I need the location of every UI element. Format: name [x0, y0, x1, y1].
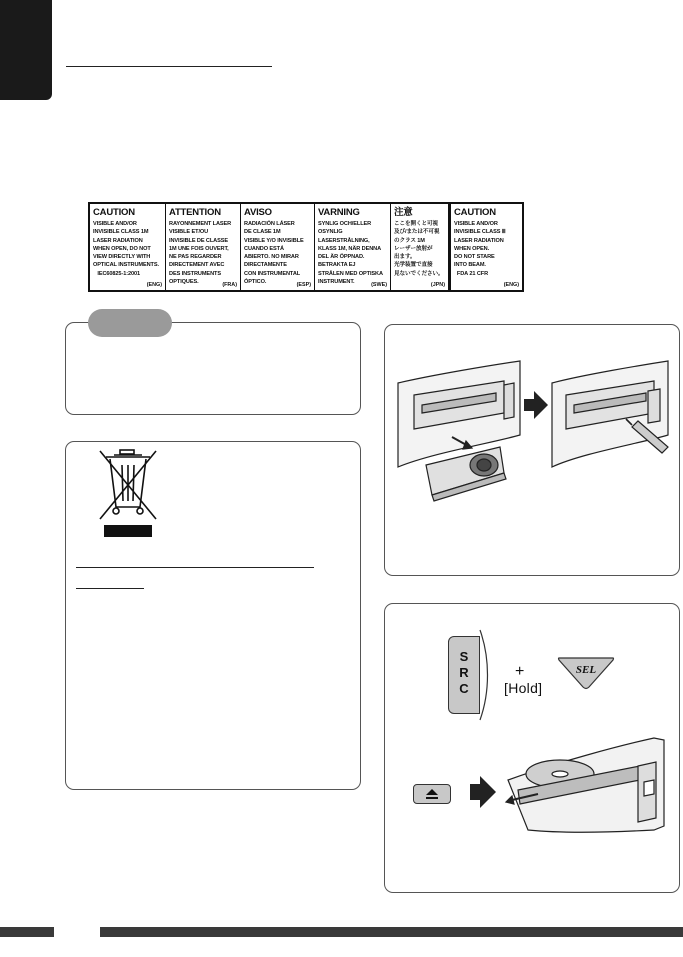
panel-edge-curve	[478, 628, 492, 722]
disc-eject-illustration	[468, 722, 668, 842]
label-body: SYNLIG OCH/ELLER OSYNLIG LASERSTRÅLNING, KLASS 1M, NÄR DENNA DEL ÄR ÖPPNAD. BETRAKTA EJ STRÅLEN MED OPTISKA INSTRUMENT.	[318, 221, 383, 286]
label-body: VISIBLE AND/OR INVISIBLE CLASS Ⅲ LASER RADIATION WHEN OPEN. DO NOT STARE INTO BEAM. FDA 21 CFR	[454, 221, 506, 277]
crossed-bin-icon	[92, 447, 164, 541]
laser-warning-label	[88, 202, 524, 292]
label-lang-code: (JPN)	[430, 282, 445, 288]
label-heading: VARNING	[318, 207, 360, 218]
label-lang-code: (ENG)	[503, 282, 519, 288]
label-lang-code: (ENG)	[146, 282, 162, 288]
eject-button[interactable]	[413, 784, 451, 804]
src-button[interactable]	[448, 636, 480, 714]
eject-icon	[414, 785, 450, 803]
src-letter-r: R	[459, 665, 469, 680]
label-body: RAYONNEMENT LASER VISIBLE ET/OU INVISIBLE DE CLASSE 1M UNE FOIS OUVERT, NE PAS REGARDER DIRECTEMENT AVEC DES INSTRUMENTS OPTIQUES.	[169, 221, 232, 286]
label-heading: CAUTION	[93, 207, 135, 218]
disposal-heading-rule	[76, 567, 314, 568]
sel-label: SEL	[575, 664, 597, 676]
label-lang-code: (FRA)	[222, 282, 237, 288]
hold-label: [Hold]	[504, 680, 543, 696]
label-column-eng	[90, 204, 166, 290]
section-title-rule	[66, 66, 272, 67]
label-heading: CAUTION	[454, 207, 496, 218]
label-body: VISIBLE AND/OR INVISIBLE CLASS 1M LASER RADIATION WHEN OPEN, DO NOT VIEW DIRECTLY WITH OPTICAL INSTRUMENTS. IEC60825-1:2001	[93, 221, 159, 277]
language-tab	[0, 0, 52, 100]
label-heading: AVISO	[244, 207, 272, 218]
label-lang-code: (ESP)	[296, 282, 311, 288]
label-column-fra	[166, 204, 241, 290]
label-heading: 注意	[394, 207, 413, 218]
label-lang-code: (SWE)	[371, 282, 387, 288]
caution-badge	[88, 309, 172, 337]
label-column-eng-fda	[449, 204, 522, 290]
sel-button[interactable]	[557, 656, 615, 690]
panel-detach-illustration	[392, 355, 672, 525]
label-column-esp	[241, 204, 315, 290]
disposal-heading-rule-2	[76, 588, 144, 589]
label-column-swe	[315, 204, 391, 290]
label-column-jpn	[391, 204, 449, 290]
label-body: ここを開くと可視 及び/または不可視 のクラス 1M レーザー放射が 出ます。 光学装置で直接 見ないでください。	[394, 221, 444, 277]
src-letter-c: C	[459, 681, 469, 696]
label-body: RADIACIÓN LÁSER DE CLASE 1M VISIBLE Y/O INVISIBLE CUANDO ESTÁ ABIERTO. NO MIRAR DIRECTAMENTE CON INSTRUMENTAL ÓPTICO.	[244, 221, 304, 286]
footer-bar-left	[0, 927, 54, 937]
footer-bar-right	[100, 927, 683, 937]
plus-sign: +	[515, 663, 525, 680]
label-heading: ATTENTION	[169, 207, 221, 218]
src-letter-s: S	[459, 649, 469, 664]
